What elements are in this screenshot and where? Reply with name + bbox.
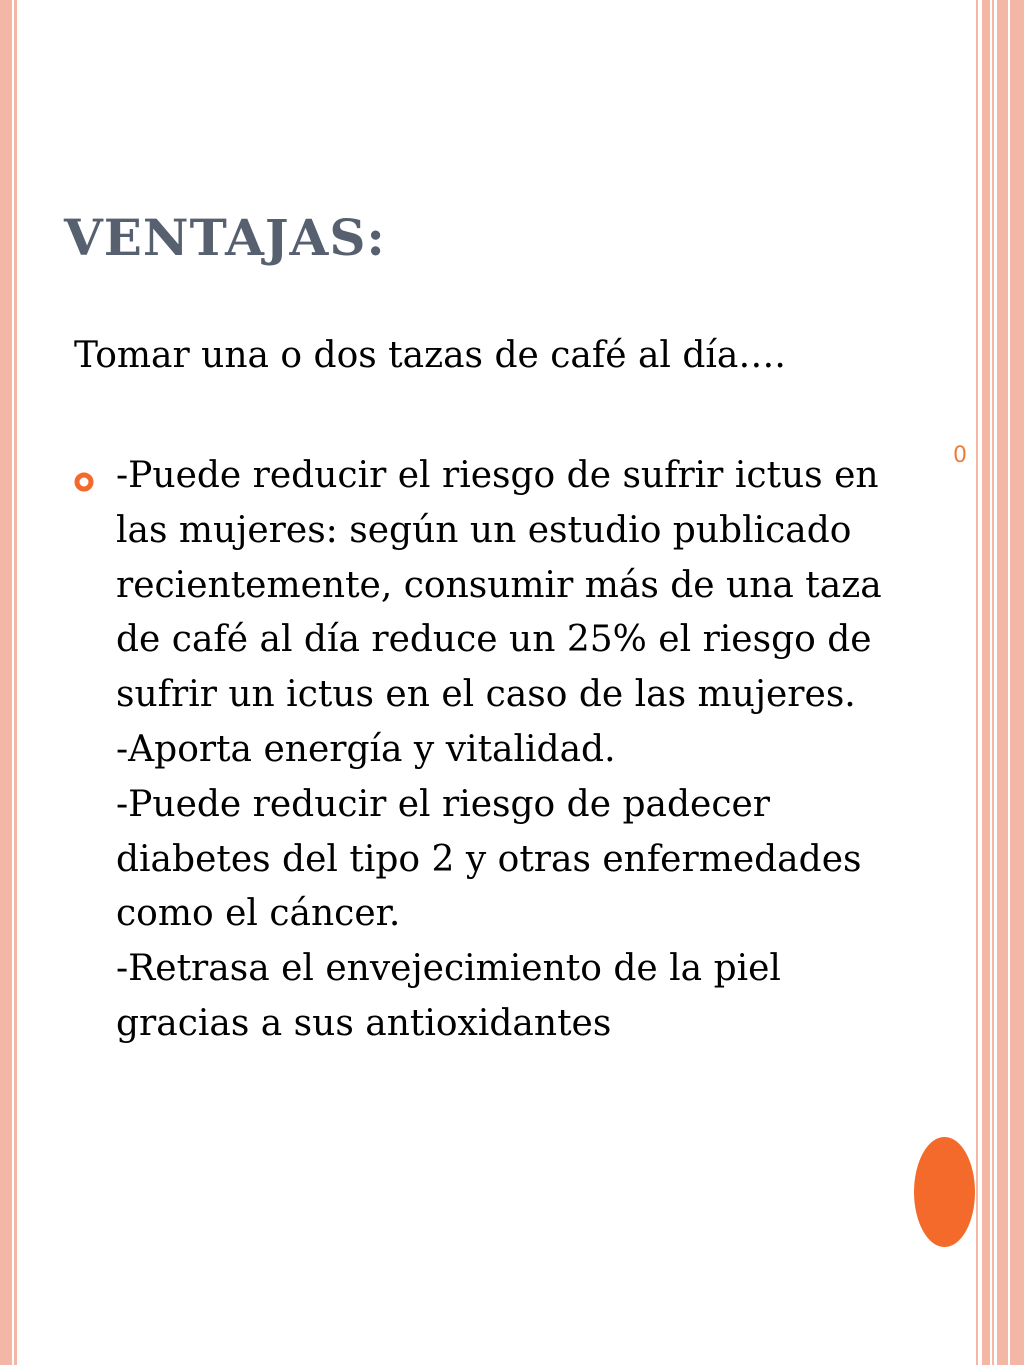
circle-bullet-icon <box>74 472 94 492</box>
slide-title: VENTAJAS: <box>64 208 386 267</box>
bullet-item <box>74 449 904 1052</box>
intro-text: Tomar una o dos tazas de café al día…. <box>74 335 786 376</box>
left-frame-line <box>14 0 17 1365</box>
bullet-line-3: -Puede reducir el riesgo de padecer diabetes del tipo 2 y otras enfermedades como el cáncer. <box>116 783 862 935</box>
left-frame-border <box>0 0 12 1365</box>
bullet-text <box>116 449 904 1052</box>
page-number: 0 <box>953 443 967 468</box>
bullet-line-4: -Retrasa el envejecimiento de la piel gracias a sus antioxidantes <box>116 948 781 1044</box>
right-frame-stripes <box>972 0 1024 1365</box>
bullet-line-1: -Puede reducir el riesgo de sufrir ictus en las mujeres: según un estudio publicado recientemente, consumir más de una taza de café al día reduce un 25% el riesgo de sufrir un ictus en el caso de las mujeres. <box>116 455 882 716</box>
bullet-line-2: -Aporta energía y vitalidad. <box>116 728 616 770</box>
decorative-oval <box>914 1137 975 1247</box>
